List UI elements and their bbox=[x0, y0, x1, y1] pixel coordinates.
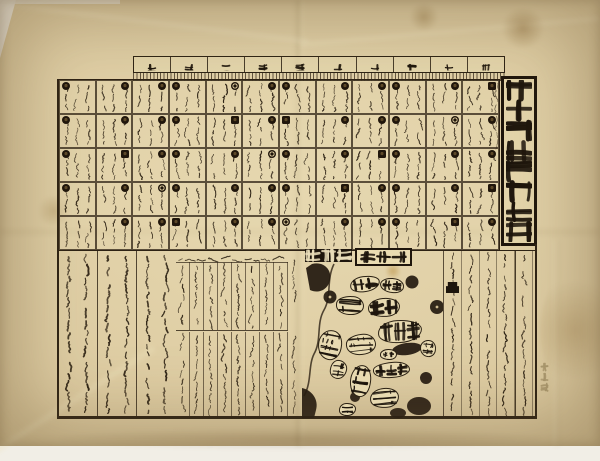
entry-cell bbox=[352, 80, 389, 114]
crest-seal-icon bbox=[488, 82, 496, 90]
entry-cell bbox=[426, 148, 463, 182]
right-text-column bbox=[497, 251, 514, 416]
island-label bbox=[380, 321, 421, 342]
island-label bbox=[382, 279, 403, 292]
middle-lower-columns bbox=[176, 332, 288, 416]
header-cell bbox=[357, 57, 394, 72]
cursive-text bbox=[462, 251, 479, 416]
island-label bbox=[382, 351, 395, 358]
narrow-text-column bbox=[274, 332, 288, 416]
entry-cell bbox=[279, 148, 316, 182]
cursive-text bbox=[232, 262, 245, 330]
header-cell bbox=[134, 57, 171, 72]
entry-cell bbox=[352, 114, 389, 148]
crest-seal-icon bbox=[451, 218, 459, 226]
crest-seal-icon bbox=[282, 82, 290, 90]
entry-cell bbox=[59, 216, 96, 250]
cursive-text bbox=[204, 332, 217, 416]
island-label bbox=[318, 330, 343, 360]
entry-cell bbox=[96, 80, 133, 114]
crest-seal-icon bbox=[172, 184, 180, 192]
crest-seal-icon bbox=[172, 150, 180, 158]
crest-seal-icon bbox=[378, 184, 386, 192]
right-text-column bbox=[515, 251, 533, 416]
header-strip bbox=[133, 56, 505, 73]
crest-seal-icon bbox=[488, 150, 496, 158]
crest-seal-icon bbox=[378, 150, 386, 158]
header-cell bbox=[319, 57, 356, 72]
crest-seal-icon bbox=[378, 82, 386, 90]
header-glyph bbox=[370, 59, 380, 70]
narrow-text-column bbox=[218, 262, 232, 330]
narrow-text-column bbox=[274, 262, 288, 330]
entry-cell bbox=[206, 114, 243, 148]
header-cell bbox=[431, 57, 468, 72]
entry-cell bbox=[352, 148, 389, 182]
narrow-text-column bbox=[176, 262, 190, 330]
header-cell bbox=[245, 57, 282, 72]
crest-seal-icon bbox=[378, 218, 386, 226]
entry-cell bbox=[169, 148, 206, 182]
narrow-text-column bbox=[246, 332, 260, 416]
crest-seal-icon bbox=[158, 150, 166, 158]
crest-seal-icon bbox=[488, 218, 496, 226]
island-label bbox=[371, 389, 398, 408]
entry-cell bbox=[242, 114, 279, 148]
narrow-text-column bbox=[190, 262, 204, 330]
cursive-column bbox=[139, 253, 174, 414]
crest-seal-icon bbox=[392, 184, 400, 192]
island-label bbox=[331, 361, 346, 378]
entry-cell bbox=[206, 182, 243, 216]
entry-text bbox=[61, 218, 94, 248]
entry-cell bbox=[206, 80, 243, 114]
middle-upper-columns bbox=[176, 262, 288, 330]
island-label bbox=[421, 341, 434, 355]
header-cell bbox=[468, 57, 504, 72]
cursive-text bbox=[246, 262, 259, 330]
title-furigana-column bbox=[494, 80, 500, 150]
cursive-text bbox=[190, 332, 203, 416]
entry-cell bbox=[169, 216, 206, 250]
map-landmass-bottom bbox=[302, 388, 317, 418]
frame-bottom bbox=[57, 416, 537, 419]
entry-cell bbox=[96, 114, 133, 148]
crest-seal-icon bbox=[282, 150, 290, 158]
narrow-text-column bbox=[232, 262, 246, 330]
crest-seal-icon bbox=[378, 116, 386, 124]
crest-seal-icon bbox=[158, 116, 166, 124]
map-landmass-top bbox=[306, 263, 330, 291]
crest-seal-icon bbox=[341, 184, 349, 192]
right-text-block bbox=[443, 251, 533, 416]
entry-cell bbox=[316, 114, 353, 148]
header-glyph bbox=[147, 59, 157, 70]
narrow-text-column bbox=[260, 262, 274, 330]
narrow-text-column bbox=[204, 332, 218, 416]
entry-cell bbox=[426, 182, 463, 216]
crest-seal-icon bbox=[268, 82, 276, 90]
entry-cell bbox=[132, 114, 169, 148]
crest-seal-icon bbox=[268, 116, 276, 124]
bottom-left-text-block bbox=[58, 251, 176, 416]
entry-cell bbox=[96, 148, 133, 182]
crest-seal-icon bbox=[172, 116, 180, 124]
entry-cell bbox=[169, 114, 206, 148]
entry-cell bbox=[132, 216, 169, 250]
entry-cell bbox=[59, 182, 96, 216]
map-left-note-lower bbox=[288, 332, 301, 414]
narrow-text-column bbox=[232, 332, 246, 416]
crest-seal-icon bbox=[231, 116, 239, 124]
publisher-mark bbox=[540, 362, 549, 392]
middle-text-block bbox=[176, 251, 288, 416]
cursive-column bbox=[100, 253, 135, 414]
cursive-text bbox=[274, 332, 287, 416]
cursive-text bbox=[190, 262, 203, 330]
cursive-column bbox=[60, 253, 95, 414]
cursive-text bbox=[480, 251, 496, 416]
crest-seal-icon bbox=[392, 150, 400, 158]
header-cell bbox=[282, 57, 319, 72]
entry-cell bbox=[316, 216, 353, 250]
right-text-column bbox=[462, 251, 480, 416]
entry-cell bbox=[389, 114, 426, 148]
right-text-column bbox=[444, 251, 462, 416]
map-black-label bbox=[305, 249, 352, 262]
header-cell bbox=[394, 57, 431, 72]
entry-cell bbox=[132, 182, 169, 216]
cursive-text bbox=[218, 332, 231, 416]
island-label bbox=[370, 299, 399, 316]
entry-cell bbox=[59, 80, 96, 114]
crest-seal-icon bbox=[62, 116, 70, 124]
crest-seal-icon bbox=[392, 116, 400, 124]
cursive-text bbox=[260, 332, 273, 416]
crest-seal-icon bbox=[488, 116, 496, 124]
crest-seal-icon bbox=[62, 82, 70, 90]
cursive-text bbox=[516, 251, 532, 416]
island-label bbox=[347, 335, 374, 354]
crest-seal-icon bbox=[488, 184, 496, 192]
cursive-text bbox=[260, 262, 273, 330]
island-label bbox=[375, 363, 409, 377]
island-map-panel bbox=[302, 248, 443, 418]
crest-seal-icon bbox=[121, 150, 129, 158]
entry-cell bbox=[169, 182, 206, 216]
crest-seal-icon bbox=[62, 150, 70, 158]
narrow-text-column bbox=[246, 262, 260, 330]
entry-cell bbox=[279, 80, 316, 114]
map-island bbox=[380, 349, 397, 360]
cursive-text bbox=[497, 251, 513, 416]
entry-cell bbox=[242, 216, 279, 250]
entry-cell bbox=[462, 182, 499, 216]
entry-cell bbox=[206, 148, 243, 182]
island-label bbox=[338, 297, 363, 313]
crest-seal-icon bbox=[158, 184, 166, 192]
header-glyph bbox=[407, 59, 417, 70]
header-glyph bbox=[444, 59, 454, 70]
entry-cell bbox=[426, 216, 463, 250]
shrine-icon bbox=[446, 282, 459, 293]
crest-seal-icon bbox=[158, 218, 166, 226]
header-cell bbox=[171, 57, 208, 72]
entry-cell bbox=[389, 216, 426, 250]
cursive-text bbox=[232, 332, 245, 416]
cursive-text bbox=[274, 262, 287, 330]
entry-cell bbox=[389, 182, 426, 216]
map-left-note bbox=[288, 255, 301, 305]
entry-cell bbox=[316, 148, 353, 182]
entry-cell bbox=[279, 216, 316, 250]
entry-cell bbox=[316, 80, 353, 114]
entry-cell bbox=[169, 80, 206, 114]
entry-cell bbox=[389, 80, 426, 114]
entry-cell bbox=[96, 182, 133, 216]
cursive-text bbox=[246, 332, 259, 416]
narrow-text-column bbox=[190, 332, 204, 416]
header-glyph bbox=[221, 59, 231, 70]
crest-seal-icon bbox=[282, 184, 290, 192]
entry-cell bbox=[279, 114, 316, 148]
entry-cell bbox=[242, 148, 279, 182]
map-island bbox=[336, 295, 365, 315]
crest-seal-icon bbox=[392, 218, 400, 226]
narrow-text-column bbox=[176, 332, 190, 416]
entry-cell bbox=[206, 216, 243, 250]
crest-seal-icon bbox=[392, 82, 400, 90]
entry-cell bbox=[59, 114, 96, 148]
right-text-column bbox=[480, 251, 497, 416]
header-cell bbox=[208, 57, 245, 72]
entry-cell bbox=[426, 114, 463, 148]
island-label bbox=[341, 405, 354, 414]
entry-cell bbox=[96, 216, 133, 250]
entry-cell bbox=[59, 148, 96, 182]
cursive-text bbox=[176, 332, 189, 416]
crest-seal-icon bbox=[62, 184, 70, 192]
crest-seal-icon bbox=[282, 116, 290, 124]
narrow-text-column bbox=[218, 332, 232, 416]
entry-cell bbox=[462, 216, 499, 250]
entry-cell bbox=[132, 80, 169, 114]
narrow-text-column bbox=[204, 262, 218, 330]
crest-seal-icon bbox=[268, 150, 276, 158]
crest-seal-icon bbox=[268, 218, 276, 226]
entry-cell bbox=[389, 148, 426, 182]
header-glyph bbox=[333, 59, 343, 70]
crest-seal-icon bbox=[282, 218, 290, 226]
header-glyph bbox=[295, 59, 305, 70]
entry-cell bbox=[279, 182, 316, 216]
entry-cell bbox=[316, 182, 353, 216]
cursive-text bbox=[444, 251, 461, 416]
cursive-text bbox=[176, 262, 189, 330]
frame-right-lower bbox=[535, 244, 537, 418]
map-title-box bbox=[355, 248, 412, 266]
entry-cell bbox=[352, 182, 389, 216]
crest-seal-icon bbox=[172, 82, 180, 90]
narrow-text-column bbox=[260, 332, 274, 416]
title-cartouche bbox=[501, 76, 537, 246]
header-glyph bbox=[481, 59, 491, 70]
cursive-text bbox=[218, 262, 231, 330]
cursive-text bbox=[204, 262, 217, 330]
crest-seal-icon bbox=[268, 184, 276, 192]
entry-cell bbox=[242, 182, 279, 216]
entry-grid bbox=[58, 79, 500, 251]
header-glyph bbox=[258, 59, 268, 70]
title-calligraphy bbox=[506, 80, 532, 242]
entry-cell bbox=[462, 148, 499, 182]
entry-cell bbox=[132, 148, 169, 182]
map-title-calligraphy bbox=[360, 251, 407, 263]
header-glyph bbox=[184, 59, 194, 70]
entry-cell bbox=[426, 80, 463, 114]
entry-cell bbox=[242, 80, 279, 114]
entry-cell bbox=[352, 216, 389, 250]
crest-seal-icon bbox=[172, 218, 180, 226]
crest-seal-icon bbox=[158, 82, 166, 90]
